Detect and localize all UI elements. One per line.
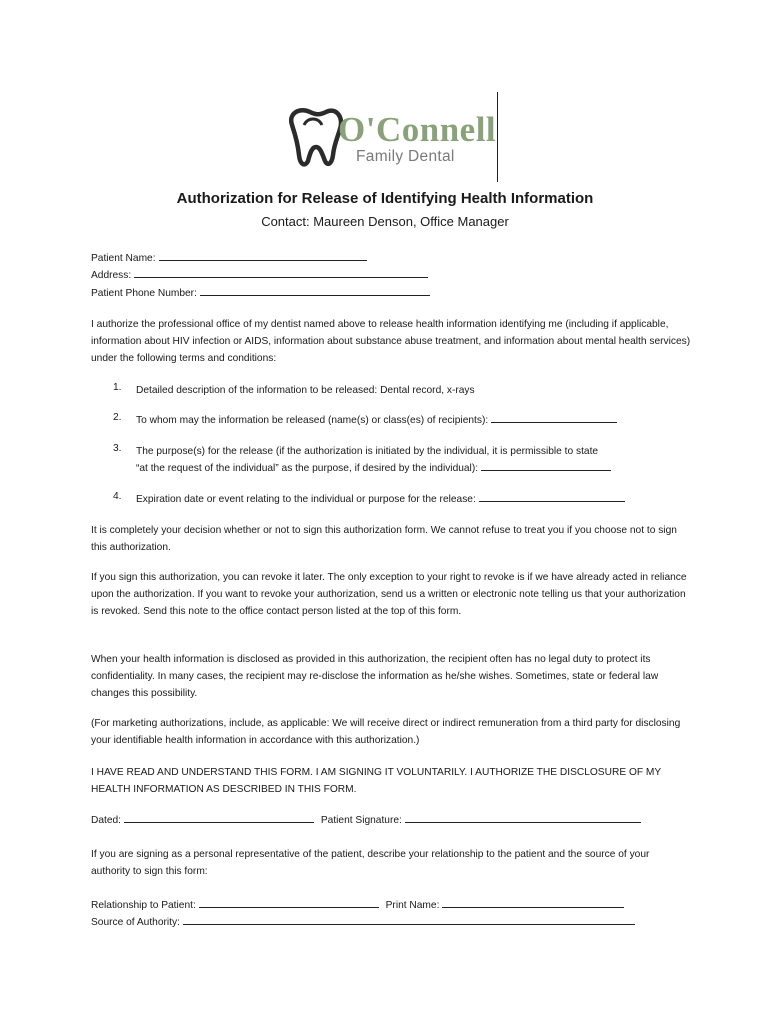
print-name-blank[interactable] [442, 897, 624, 908]
logo-brand-text: O'Connell [338, 110, 497, 149]
revoke-paragraph: If you sign this authorization, you can revoke it later. The only exception to your right to revoke is if we have already acted in reliance upon the authorization. If you want to revoke your authorization, send us a written or electronic note telling us that your authorization is revoked. Send this note to the office contact person listed at the top of this form. [91, 572, 687, 617]
patient-name-blank[interactable] [159, 250, 367, 261]
item-expiration-text: Expiration date or event relating to the individual or purpose for the release: [136, 494, 476, 505]
logo-divider [497, 92, 498, 182]
logo-subtitle-text: Family Dental [356, 148, 455, 165]
item-recipients [136, 412, 696, 429]
relationship-row [91, 897, 624, 911]
intro-paragraph: I authorize the professional office of my dentist named above to release health information identifying me (including if applicable, information about HIV infection or AIDS, information about substance abuse treatment, and information about mental health services) under the following terms and conditions: [91, 319, 691, 364]
item-description: Detailed description of the information to be released: Dental record, x-rays [136, 385, 475, 396]
relationship-label: Relationship to Patient: [91, 900, 196, 911]
item-number: 1. [113, 382, 122, 393]
address-label: Address: [91, 270, 132, 281]
patient-phone-blank[interactable] [200, 285, 430, 296]
dated-label: Dated: [91, 815, 122, 826]
purpose-blank[interactable] [481, 460, 611, 471]
patient-name-label: Patient Name: [91, 253, 156, 264]
item-number: 3. [113, 443, 122, 454]
patient-name-field[interactable] [91, 250, 367, 264]
item-purpose [136, 443, 696, 477]
item-expiration [136, 491, 696, 508]
item-number: 2. [113, 412, 122, 423]
source-of-authority-row [91, 914, 635, 928]
expiration-blank[interactable] [479, 491, 625, 502]
recipients-blank[interactable] [491, 412, 617, 423]
document-title: Authorization for Release of Identifying Health Information [176, 190, 594, 207]
address-field[interactable] [91, 267, 428, 281]
patient-signature-blank[interactable] [405, 812, 641, 823]
source-of-authority-label: Source of Authority: [91, 917, 180, 928]
disclosure-paragraph: When your health information is disclosed as provided in this authorization, the recipient often has no legal duty to protect its confidentiality. In many cases, the recipient may re-disclose the information as he/she wishes. Sometimes, state or federal law changes this possibility. [91, 654, 659, 699]
dated-blank[interactable] [124, 812, 314, 823]
marketing-paragraph: (For marketing authorizations, include, as applicable: We will receive direct or indirect remuneration from a third party for disclosing your identifiable health information in accordance with this authorization.) [91, 718, 681, 746]
patient-signature-label: Patient Signature: [320, 815, 402, 826]
item-purpose-line1: The purpose(s) for the release (if the authorization is initiated by the individual, it is permissible to state [136, 446, 599, 457]
item-number: 4. [113, 491, 122, 502]
acknowledgement-paragraph: I HAVE READ AND UNDERSTAND THIS FORM. I AM SIGNING IT VOLUNTARILY. I AUTHORIZE THE DISCLOSURE OF MY HEALTH INFORMATION AS DESCRIBED IN THIS FORM. [91, 767, 662, 795]
representative-paragraph: If you are signing as a personal representative of the patient, describe your relationship to the patient and the source of your authority to sign this form: [91, 849, 650, 877]
signature-row [91, 812, 641, 826]
item-purpose-line2: “at the request of the individual” as the purpose, if desired by the individual): [136, 463, 479, 474]
contact-line: Contact: Maureen Denson, Office Manager [261, 214, 509, 229]
print-name-label: Print Name: [385, 900, 440, 911]
decision-paragraph: It is completely your decision whether or not to sign this authorization form. We cannot refuse to treat you if you choose not to sign this authorization. [91, 525, 677, 553]
address-blank[interactable] [134, 267, 428, 278]
source-of-authority-blank[interactable] [183, 914, 635, 925]
patient-phone-field[interactable] [91, 285, 430, 299]
relationship-blank[interactable] [199, 897, 379, 908]
patient-phone-label: Patient Phone Number: [91, 288, 197, 299]
item-recipients-text: To whom may the information be released (name(s) or class(es) of recipients): [136, 415, 489, 426]
